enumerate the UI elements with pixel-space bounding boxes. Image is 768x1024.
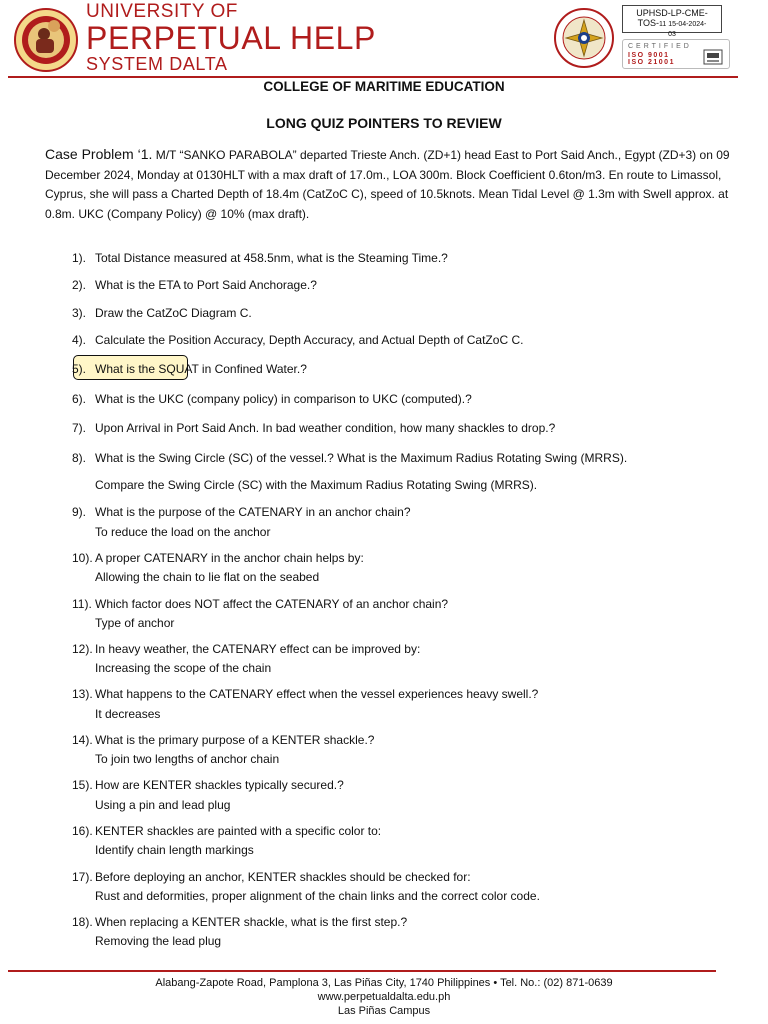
question-item: [72, 597, 448, 612]
question-item: [72, 687, 538, 702]
answer-text: To join two lengths of anchor chain: [95, 752, 280, 766]
question-item: [72, 333, 523, 348]
question-text: In heavy weather, the CATENARY effect can be improved by:: [95, 642, 421, 656]
question-text: How are KENTER shackles typically secured.?: [95, 778, 344, 792]
question-text: When replacing a KENTER shackle, what is the first step.?: [95, 915, 408, 929]
iso-21001-label: ISO 21001: [628, 59, 675, 66]
question-item: [72, 362, 307, 377]
question-number: 16).: [72, 824, 93, 838]
question-number: 17).: [72, 870, 93, 884]
question-number: 4).: [72, 333, 87, 347]
question-number: 14).: [72, 733, 93, 747]
case-problem-text: M/T “SANKO PARABOLA” departed Trieste Anch. (ZD+1) head East to Port Said Anch., Egypt (ZD+3) on 09 December 2024, Monday at 0130HLT with a max draft of 17.0m., LOA 300m. Block Coefficient 0.6ton/m3. En route to Limassol, Cyprus, she will pass a Charted Depth of 18.4m (CatZoC C), speed of 10.5knots. Mean Tidal Level @ 1.3m with Swell approx. at 0.8m. UKC (Company Policy) @ 10% (max draft).: [45, 148, 730, 221]
question-number: 5).: [72, 362, 87, 376]
question-number: 18).: [72, 915, 93, 929]
question-number: 6).: [72, 392, 87, 406]
question-text: Before deploying an anchor, KENTER shackles should be checked for:: [95, 870, 471, 884]
question-number: 7).: [72, 421, 87, 435]
certification-body-icon: [703, 49, 723, 65]
footer-divider: [8, 970, 716, 972]
answer-text: Identify chain length markings: [95, 843, 254, 857]
question-text: What is the Swing Circle (SC) of the vessel.? What is the Maximum Radius Rotating Swing (MRRS).: [95, 451, 628, 465]
question-item: [72, 915, 407, 930]
question-item: [72, 451, 627, 466]
question-text: KENTER shackles are painted with a specific color to:: [95, 824, 382, 838]
question-item: [72, 778, 344, 793]
question-item: [72, 505, 411, 520]
question-text: What is the SQUAT in Confined Water.?: [95, 362, 307, 376]
question-text: What is the ETA to Port Said Anchorage.?: [95, 278, 317, 292]
document-code-line3: 03: [668, 31, 676, 38]
university-name: [86, 2, 376, 74]
answer-text: Allowing the chain to lie flat on the seabed: [95, 570, 320, 584]
document-code-line1: UPHSD-LP-CME-: [636, 8, 708, 18]
question-item: [72, 551, 364, 566]
question-item: [72, 421, 555, 436]
question-item: [72, 642, 420, 657]
college-heading: COLLEGE OF MARITIME EDUCATION: [263, 79, 505, 94]
question-text: What is the purpose of the CATENARY in an anchor chain?: [95, 505, 411, 519]
document-code-box: [622, 5, 722, 38]
footer-campus: Las Piñas Campus: [337, 1005, 431, 1017]
question-text: Draw the CatZoC Diagram C.: [95, 306, 252, 320]
question-number: 13).: [72, 687, 93, 701]
university-name-line3: SYSTEM DALTA: [86, 54, 228, 74]
question-number: 2).: [72, 278, 87, 292]
document-code-line2b: 11 15-04-2024-: [658, 21, 707, 28]
question-number: 9).: [72, 505, 87, 519]
question-text: What is the primary purpose of a KENTER shackle.?: [95, 733, 375, 747]
question-item: [72, 278, 317, 293]
question-text: A proper CATENARY in the anchor chain helps by:: [95, 551, 364, 565]
question-number: 10).: [72, 551, 93, 565]
question-number: 8).: [72, 451, 87, 465]
question-text: Calculate the Position Accuracy, Depth Accuracy, and Actual Depth of CatZoC C.: [95, 333, 524, 347]
question-item: [72, 733, 374, 748]
question-item: [72, 392, 472, 407]
answer-text: Removing the lead plug: [95, 934, 222, 948]
question-item: [72, 870, 471, 885]
college-seal: [554, 6, 614, 70]
page-title: LONG QUIZ POINTERS TO REVIEW: [266, 115, 502, 131]
footer-website: www.perpetualdalta.edu.ph: [317, 991, 451, 1003]
iso-9001-label: ISO 9001: [628, 52, 670, 59]
answer-text: Rust and deformities, proper alignment of the chain links and the correct color code.: [95, 889, 540, 903]
question-text: What happens to the CATENARY effect when the vessel experiences heavy swell.?: [95, 687, 539, 701]
answer-text: To reduce the load on the anchor: [95, 525, 271, 539]
header-divider: [8, 76, 738, 78]
document-code-line2a: TOS-: [637, 18, 659, 28]
question-number: 3).: [72, 306, 87, 320]
university-logo: [14, 8, 78, 72]
question-number: 15).: [72, 778, 93, 792]
case-problem-paragraph: [45, 145, 735, 224]
answer-text: Type of anchor: [95, 616, 175, 630]
iso-certification-badge: [622, 39, 730, 69]
question-text: Total Distance measured at 458.5nm, what is the Steaming Time.?: [95, 251, 448, 265]
question-item: [72, 306, 252, 321]
question-text: Which factor does NOT affect the CATENARY of an anchor chain?: [95, 597, 449, 611]
question-number: 12).: [72, 642, 93, 656]
answer-text: Compare the Swing Circle (SC) with the Maximum Radius Rotating Swing (MRRS).: [95, 478, 538, 492]
case-problem-lead: Case Problem ‘1.: [45, 146, 153, 162]
question-number: 1).: [72, 251, 87, 265]
question-text: Upon Arrival in Port Said Anch. In bad weather condition, how many shackles to drop.?: [95, 421, 556, 435]
university-name-line2: PERPETUAL HELP: [86, 20, 376, 56]
university-name-line1: UNIVERSITY OF: [86, 1, 238, 22]
certified-label: CERTIFIED: [628, 43, 692, 50]
answer-text: Using a pin and lead plug: [95, 798, 231, 812]
answer-text: It decreases: [95, 707, 161, 721]
question-item: [72, 824, 381, 839]
question-text: What is the UKC (company policy) in comparison to UKC (computed).?: [95, 392, 472, 406]
footer-address: Alabang-Zapote Road, Pamplona 3, Las Piñas City, 1740 Philippines • Tel. No.: (02) 871-0639: [155, 977, 613, 989]
answer-text: Increasing the scope of the chain: [95, 661, 272, 675]
question-item: [72, 251, 448, 266]
question-number: 11).: [72, 597, 92, 611]
